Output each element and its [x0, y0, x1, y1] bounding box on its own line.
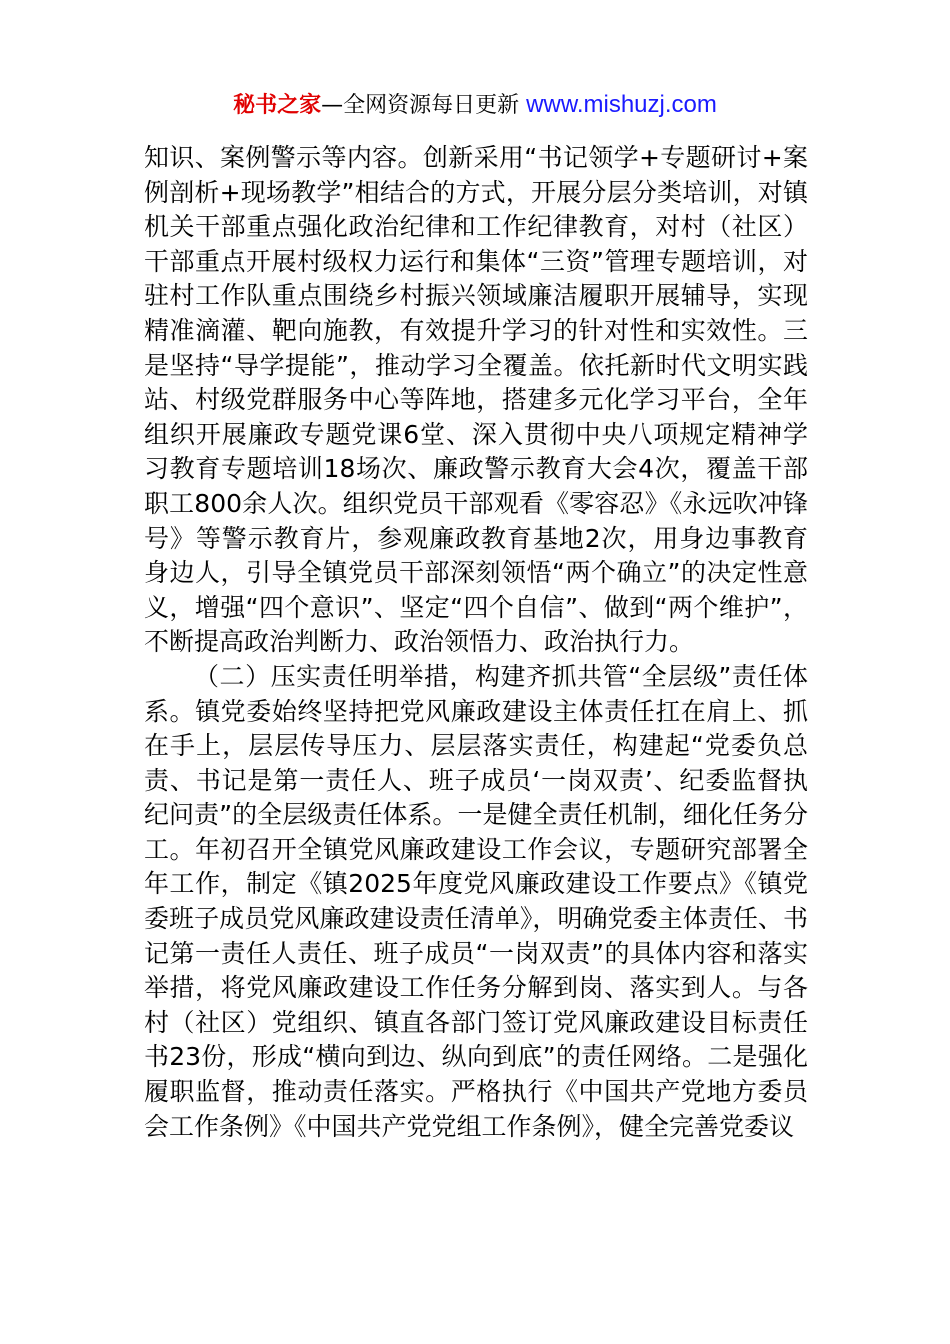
site-brand: 秘书之家 — [233, 93, 322, 118]
document-body — [144, 141, 808, 1144]
paragraph: （二）压实责任明举措，构建齐抓共管“全层级”责任体系。镇党委始终坚持把党风廉政建设主体责任扛在肩上、抓在手上，层层传导压力、层层落实责任，构建起“党委负总责、书记是第一责任人、班子成员‘一岗双责’、纪委监督执纪问责”的全层级责任体系。一是健全责任机制，细化任务分工。年初召开全镇党风廉政建设工作会议，专题研究部署全年工作，制定《镇2025年度党风廉政建设工作要点》《镇党委班子成员党风廉政建设责任清单》，明确党委主体责任、书记第一责任人责任、班子成员“一岗双责”的具体内容和落实举措，将党风廉政建设工作任务分解到岗、落实到人。与各村（社区）党组织、镇直各部门签订党风廉政建设目标责任书23份，形成“横向到边、纵向到底”的责任网络。二是强化履职监督，推动责任落实。严格执行《中国共产党地方委员会工作条例》《中国共产党党组工作条例》，健全完善党委议 — [144, 661, 808, 1141]
site-url-link[interactable]: www.mishuzj.com — [526, 91, 717, 118]
paragraph: 知识、案例警示等内容。创新采用“书记领学+专题研讨+案例剖析+现场教学”相结合的方式，开展分层分类培训，对镇机关干部重点强化政治纪律和工作纪律教育，对村（社区）干部重点开展村级权力运行和集体“三资”管理专题培训，对驻村工作队重点围绕乡村振兴领域廉洁履职开展辅导，实现精准滴灌、靶向施教，有效提升学习的针对性和实效性。三是坚持“导学提能”，推动学习全覆盖。依托新时代文明实践站、村级党群服务中心等阵地，搭建多元化学习平台，全年组织开展廉政专题党课6堂、深入贯彻中央八项规定精神学习教育专题培训18场次、廉政警示教育大会4次，覆盖干部职工800余人次。组织党员干部观看《零容忍》《永远吹冲锋号》等警示教育片，参观廉政教育基地2次，用身边事教育身边人，引导全镇党员干部深刻领悟“两个确立”的决定性意义，增强“四个意识”、坚定“四个自信”、做到“两个维护”，不断提高政治判断力、政治领悟力、政治执行力。 — [144, 143, 808, 657]
site-slogan: —全网资源每日更新 — [321, 93, 527, 118]
page-header — [0, 88, 950, 123]
